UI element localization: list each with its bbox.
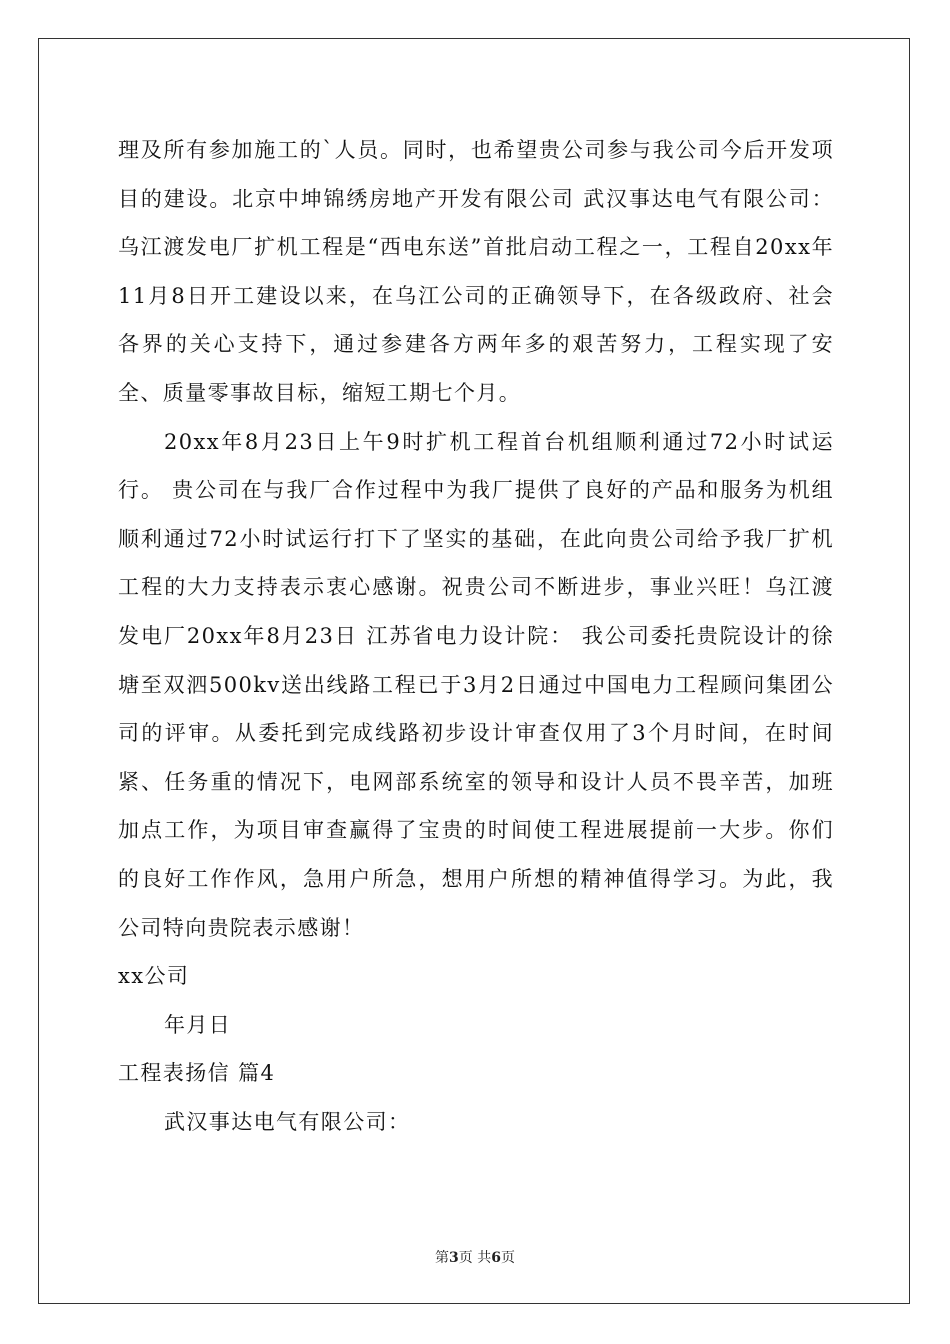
page-footer [0, 1247, 950, 1267]
signature-date: 年月日 [164, 1012, 232, 1037]
page-total: 6 [491, 1250, 501, 1266]
paragraph-1: 理及所有参加施工的`人员。同时，也希望贵公司参与我公司今后开发项目的建设。北京中坤锦绣房地产开发有限公司 武汉事达电气有限公司：乌江渡发电厂扩机工程是“西电东送”首批启动工程之一，工程自20xx年11月8日开工建设以来，在乌江公司的正确领导下，在各级政府、社会各界的关心支持下，通过参建各方两年多的艰苦努力，工程实现了安全、质量零事故目标，缩短工期七个月。 [118, 138, 834, 405]
paragraph-2: 20xx年8月23日上午9时扩机工程首台机组顺利通过72小时试运行。 贵公司在与我厂合作过程中为我厂提供了良好的产品和服务为机组顺利通过72小时试运行打下了坚实的基础，在此向贵公司给予我厂扩机工程的大力支持表示衷心感谢。祝贵公司不断进步，事业兴旺！乌江渡发电厂20xx年8月23日 江苏省电力设计院： 我公司委托贵院设计的徐塘至双泗500kv送出线路工程已于3月2日通过中国电力工程顾问集团公司的评审。从委托到完成线路初步设计审查仅用了3个月时间，在时间紧、任务重的情况下，电网部系统室的领导和设计人员不畏辛苦，加班加点工作，为项目审查赢得了宝贵的时间使工程进展提前一大步。你们的良好工作作风，急用户所急，想用户所想的精神值得学习。为此，我公司特向贵院表示感谢！ [118, 429, 834, 940]
salutation: 武汉事达电气有限公司： [164, 1109, 411, 1134]
page-prefix: 第 [435, 1250, 450, 1266]
page-suffix: 页 [500, 1250, 515, 1266]
page-mid: 页 共 [458, 1250, 492, 1266]
document-body [118, 126, 834, 1146]
signature-company: xx公司 [118, 964, 190, 989]
page-current: 3 [449, 1250, 459, 1266]
section-heading: 工程表扬信 篇4 [118, 1061, 276, 1086]
